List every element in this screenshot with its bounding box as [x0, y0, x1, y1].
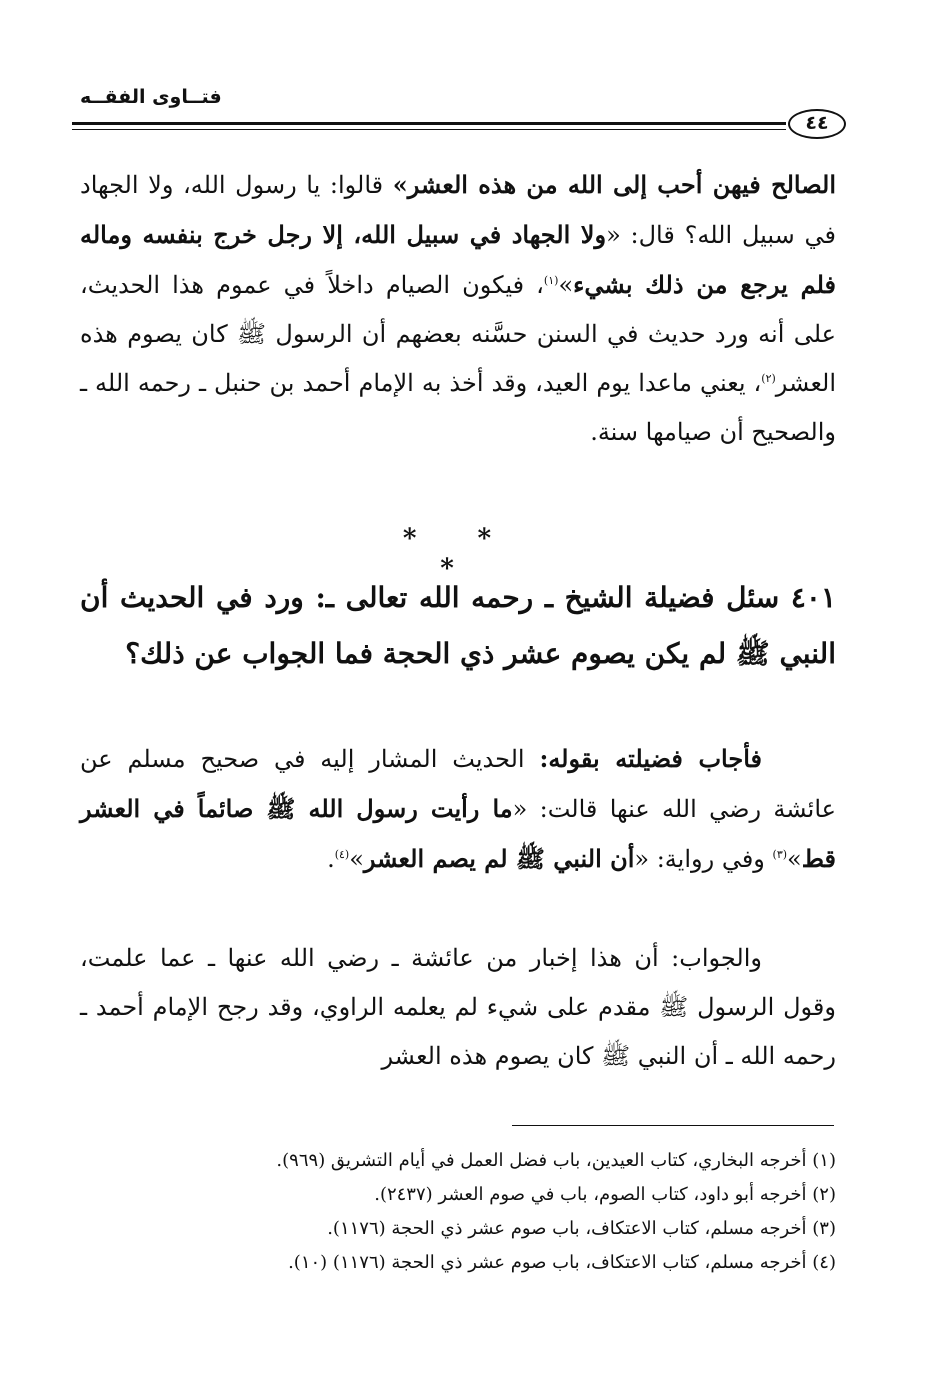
quote-mark: »	[558, 271, 574, 299]
footnote-4: (٤) أخرجه مسلم، كتاب الاعتكاف، باب صوم عشر ذي الحجة (١١٧٦) (١٠).	[288, 1252, 836, 1273]
footnote-3: (٣) أخرجه مسلم، كتاب الاعتكاف، باب صوم عشر ذي الحجة (١١٧٦).	[327, 1218, 836, 1239]
paragraph-2	[80, 734, 836, 884]
footnote-ref-2[interactable]: (٢)	[761, 372, 776, 385]
text: ، يعني ماعدا يوم العيد، وقد أخذ به الإمام أحمد بن حنبل ـ رحمه الله ـ والصحيح أن صيامها سنة.	[80, 369, 836, 446]
text-bold: الصالح فيهن أحب إلى الله من هذه العشر»	[392, 170, 836, 199]
quote-mark: »	[349, 845, 364, 873]
footnote-ref-3[interactable]: (٣)	[772, 848, 788, 861]
header-rule	[72, 122, 786, 125]
text: قالوا: يا رسول الله، ولا الجهاد في سبيل الله؟ قال: «	[80, 171, 836, 249]
quote-mark: »	[787, 845, 802, 873]
answer-lead: فأجاب فضيلته بقوله:	[539, 744, 762, 773]
hadith-quote: ولا الجهاد في سبيل الله، إلا رجل خرج بنفسه وماله فلم يرجع من ذلك بشيء	[80, 220, 836, 299]
footnote-2: (٢) أخرجه أبو داود، كتاب الصوم، باب في صوم العشر (٢٤٣٧).	[374, 1184, 836, 1205]
text: ، فيكون الصيام داخلاً في عموم هذا الحديث، على أنه ورد حديث في السنن حسَّنه بعضهم أن الرسول ﷺ كان يصوم هذه العشر	[80, 271, 837, 397]
paragraph-3: والجواب: أن هذا إخبار من عائشة ـ رضي الله عنها ـ عما علمت، وقول الرسول ﷺ مقدم على شيء لم يعلمه الراوي، وقد رجح الإمام أحمد ـ رحمه الله ـ أن النبي ﷺ كان يصوم هذه العشر	[80, 944, 836, 1070]
footnote-divider	[512, 1125, 834, 1126]
page-number: ٤٤	[788, 109, 846, 139]
page-header	[70, 82, 846, 142]
hadith-quote: ما رأيت رسول الله ﷺ صائماً في العشر قط	[80, 794, 836, 873]
question-401: ٤٠١ سئل فضيلة الشيخ ـ رحمه الله تعالى ـ: ورد في الحديث أن النبي ﷺ لم يكن يصوم عشر ذي الحجة فما الجواب عن ذلك؟	[80, 581, 836, 670]
footnote-ref-4[interactable]: (٤)	[334, 848, 350, 861]
paragraph-1	[80, 160, 836, 457]
section-separator: * * *	[402, 524, 518, 584]
text: وفي رواية: «	[634, 845, 773, 873]
text: .	[327, 845, 335, 873]
header-rule-thin	[72, 129, 786, 130]
footnotes	[100, 1144, 836, 1280]
footnote-1: (١) أخرجه البخاري، كتاب العيدين، باب فضل العمل في أيام التشريق (٩٦٩).	[276, 1150, 836, 1171]
book-title: فتــاوى الفقــه	[80, 86, 222, 108]
footnote-ref-1[interactable]: (١)	[543, 274, 559, 287]
text: الحديث المشار إليه في صحيح مسلم عن عائشة رضي الله عنها قالت: «	[80, 745, 836, 823]
hadith-quote: أن النبي ﷺ لم يصم العشر	[363, 844, 635, 873]
